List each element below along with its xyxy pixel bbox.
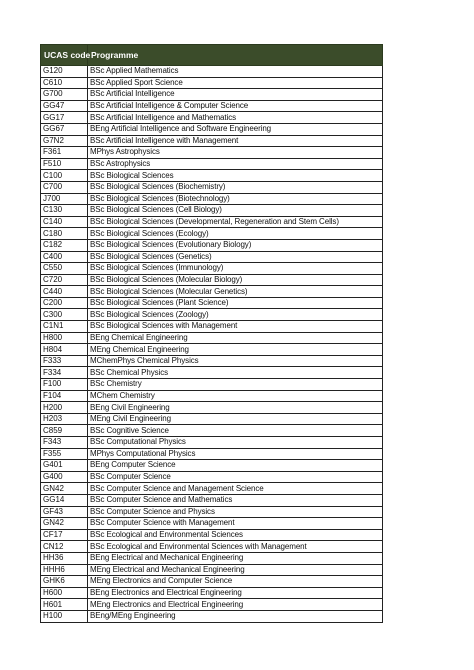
table-row: [41, 274, 383, 286]
table-row: [41, 437, 383, 449]
header-programme: Programme: [88, 45, 383, 66]
ucas-code-cell: GG17: [41, 112, 88, 124]
table-body: [41, 66, 383, 623]
programme-cell: BEng Electrical and Mechanical Engineering: [88, 552, 383, 564]
programme-cell: BSc Computer Science and Physics: [88, 506, 383, 518]
programme-cell: MEng Electronics and Computer Science: [88, 576, 383, 588]
table-row: [41, 147, 383, 159]
table-row: [41, 355, 383, 367]
table-row: [41, 89, 383, 101]
ucas-code-cell: C400: [41, 251, 88, 263]
table-row: [41, 471, 383, 483]
programme-cell: BSc Artificial Intelligence and Mathematics: [88, 112, 383, 124]
table-row: [41, 599, 383, 611]
ucas-code-cell: J700: [41, 193, 88, 205]
programme-cell: BSc Artificial Intelligence with Management: [88, 135, 383, 147]
programme-cell: BSc Artificial Intelligence & Computer Science: [88, 100, 383, 112]
programme-cell: BSc Biological Sciences: [88, 170, 383, 182]
table-row: [41, 309, 383, 321]
ucas-code-cell: F104: [41, 390, 88, 402]
table-row: [41, 263, 383, 275]
table-row: [41, 332, 383, 344]
ucas-code-cell: HH36: [41, 552, 88, 564]
ucas-code-cell: C180: [41, 228, 88, 240]
programme-cell: BSc Computational Physics: [88, 437, 383, 449]
ucas-code-cell: F100: [41, 379, 88, 391]
programme-cell: BSc Chemical Physics: [88, 367, 383, 379]
programme-cell: BSc Ecological and Environmental Sciences with Management: [88, 541, 383, 553]
ucas-code-cell: G7N2: [41, 135, 88, 147]
ucas-code-cell: H100: [41, 610, 88, 622]
ucas-code-cell: F355: [41, 448, 88, 460]
programme-cell: MEng Chemical Engineering: [88, 344, 383, 356]
programme-cell: BSc Biological Sciences (Ecology): [88, 228, 383, 240]
table-row: [41, 541, 383, 553]
programme-cell: MChemPhys Chemical Physics: [88, 355, 383, 367]
ucas-code-cell: H804: [41, 344, 88, 356]
table-row: [41, 193, 383, 205]
ucas-code-cell: C859: [41, 425, 88, 437]
ucas-code-cell: GN42: [41, 518, 88, 530]
programme-cell: BSc Biological Sciences with Management: [88, 321, 383, 333]
ucas-code-cell: F343: [41, 437, 88, 449]
programme-cell: BSc Biological Sciences (Cell Biology): [88, 205, 383, 217]
ucas-code-cell: C1N1: [41, 321, 88, 333]
programme-sheet: [40, 44, 382, 623]
programme-cell: BSc Biological Sciences (Immunology): [88, 263, 383, 275]
ucas-code-cell: GF43: [41, 506, 88, 518]
ucas-code-cell: H203: [41, 413, 88, 425]
programme-cell: BSc Biological Sciences (Evolutionary Biology): [88, 239, 383, 251]
programme-cell: BEng Chemical Engineering: [88, 332, 383, 344]
table-row: [41, 297, 383, 309]
table-row: [41, 576, 383, 588]
table-row: [41, 379, 383, 391]
table-row: [41, 112, 383, 124]
table-row: [41, 228, 383, 240]
header-ucas-code: UCAS code: [41, 45, 88, 66]
table-row: [41, 251, 383, 263]
ucas-code-cell: GN42: [41, 483, 88, 495]
table-row: [41, 483, 383, 495]
table-row: [41, 367, 383, 379]
table-row: [41, 552, 383, 564]
programme-cell: BSc Biological Sciences (Molecular Genetics): [88, 286, 383, 298]
ucas-code-cell: G401: [41, 460, 88, 472]
table-row: [41, 610, 383, 622]
ucas-code-cell: H800: [41, 332, 88, 344]
programme-cell: MEng Electronics and Electrical Engineering: [88, 599, 383, 611]
ucas-code-cell: C300: [41, 309, 88, 321]
programme-cell: BSc Biological Sciences (Biotechnology): [88, 193, 383, 205]
ucas-code-cell: F361: [41, 147, 88, 159]
table-row: [41, 494, 383, 506]
ucas-code-cell: H601: [41, 599, 88, 611]
programme-cell: BSc Biological Sciences (Zoology): [88, 309, 383, 321]
programme-cell: MEng Electrical and Mechanical Engineering: [88, 564, 383, 576]
programme-cell: BEng Electronics and Electrical Engineering: [88, 587, 383, 599]
table-row: [41, 413, 383, 425]
table-row: [41, 239, 383, 251]
table-row: [41, 181, 383, 193]
programme-cell: BSc Chemistry: [88, 379, 383, 391]
programme-cell: BSc Artificial Intelligence: [88, 89, 383, 101]
ucas-code-cell: G400: [41, 471, 88, 483]
ucas-code-cell: C610: [41, 77, 88, 89]
table-row: [41, 170, 383, 182]
programme-cell: BEng Computer Science: [88, 460, 383, 472]
ucas-code-cell: CN12: [41, 541, 88, 553]
ucas-code-cell: F333: [41, 355, 88, 367]
table-row: [41, 448, 383, 460]
table-row: [41, 402, 383, 414]
programme-table: [40, 44, 383, 623]
table-row: [41, 425, 383, 437]
ucas-code-cell: G700: [41, 89, 88, 101]
table-row: [41, 205, 383, 217]
table-row: [41, 135, 383, 147]
ucas-code-cell: C200: [41, 297, 88, 309]
ucas-code-cell: C140: [41, 216, 88, 228]
programme-cell: BSc Biological Sciences (Plant Science): [88, 297, 383, 309]
ucas-code-cell: GG47: [41, 100, 88, 112]
ucas-code-cell: GG67: [41, 123, 88, 135]
table-row: [41, 529, 383, 541]
table-row: [41, 123, 383, 135]
programme-cell: BSc Applied Mathematics: [88, 66, 383, 78]
header-row: [41, 45, 383, 66]
ucas-code-cell: F510: [41, 158, 88, 170]
ucas-code-cell: C550: [41, 263, 88, 275]
programme-cell: BSc Biological Sciences (Molecular Biology): [88, 274, 383, 286]
table-row: [41, 390, 383, 402]
ucas-code-cell: F334: [41, 367, 88, 379]
table-row: [41, 66, 383, 78]
ucas-code-cell: H600: [41, 587, 88, 599]
programme-cell: BSc Ecological and Environmental Sciences: [88, 529, 383, 541]
programme-cell: BEng/MEng Engineering: [88, 610, 383, 622]
programme-cell: MEng Civil Engineering: [88, 413, 383, 425]
ucas-code-cell: C130: [41, 205, 88, 217]
programme-cell: BSc Computer Science and Management Science: [88, 483, 383, 495]
programme-cell: MChem Chemistry: [88, 390, 383, 402]
table-row: [41, 286, 383, 298]
ucas-code-cell: G120: [41, 66, 88, 78]
table-row: [41, 77, 383, 89]
ucas-code-cell: CF17: [41, 529, 88, 541]
table-row: [41, 344, 383, 356]
table-row: [41, 587, 383, 599]
ucas-code-cell: C182: [41, 239, 88, 251]
table-row: [41, 506, 383, 518]
programme-cell: BSc Biological Sciences (Developmental, Regeneration and Stem Cells): [88, 216, 383, 228]
table-row: [41, 216, 383, 228]
ucas-code-cell: C440: [41, 286, 88, 298]
table-row: [41, 158, 383, 170]
ucas-code-cell: GG14: [41, 494, 88, 506]
ucas-code-cell: GHK6: [41, 576, 88, 588]
programme-cell: BSc Computer Science and Mathematics: [88, 494, 383, 506]
programme-cell: BSc Biological Sciences (Genetics): [88, 251, 383, 263]
ucas-code-cell: HHH6: [41, 564, 88, 576]
programme-cell: BSc Computer Science: [88, 471, 383, 483]
table-row: [41, 460, 383, 472]
programme-cell: BSc Applied Sport Science: [88, 77, 383, 89]
table-row: [41, 564, 383, 576]
ucas-code-cell: H200: [41, 402, 88, 414]
ucas-code-cell: C700: [41, 181, 88, 193]
ucas-code-cell: C100: [41, 170, 88, 182]
programme-cell: BSc Biological Sciences (Biochemistry): [88, 181, 383, 193]
programme-cell: BSc Astrophysics: [88, 158, 383, 170]
table-row: [41, 100, 383, 112]
table-row: [41, 518, 383, 530]
programme-cell: BEng Civil Engineering: [88, 402, 383, 414]
table-header: [41, 45, 383, 66]
ucas-code-cell: C720: [41, 274, 88, 286]
programme-cell: MPhys Computational Physics: [88, 448, 383, 460]
programme-cell: BSc Cognitive Science: [88, 425, 383, 437]
table-row: [41, 321, 383, 333]
programme-cell: BEng Artificial Intelligence and Software Engineering: [88, 123, 383, 135]
programme-cell: MPhys Astrophysics: [88, 147, 383, 159]
programme-cell: BSc Computer Science with Management: [88, 518, 383, 530]
